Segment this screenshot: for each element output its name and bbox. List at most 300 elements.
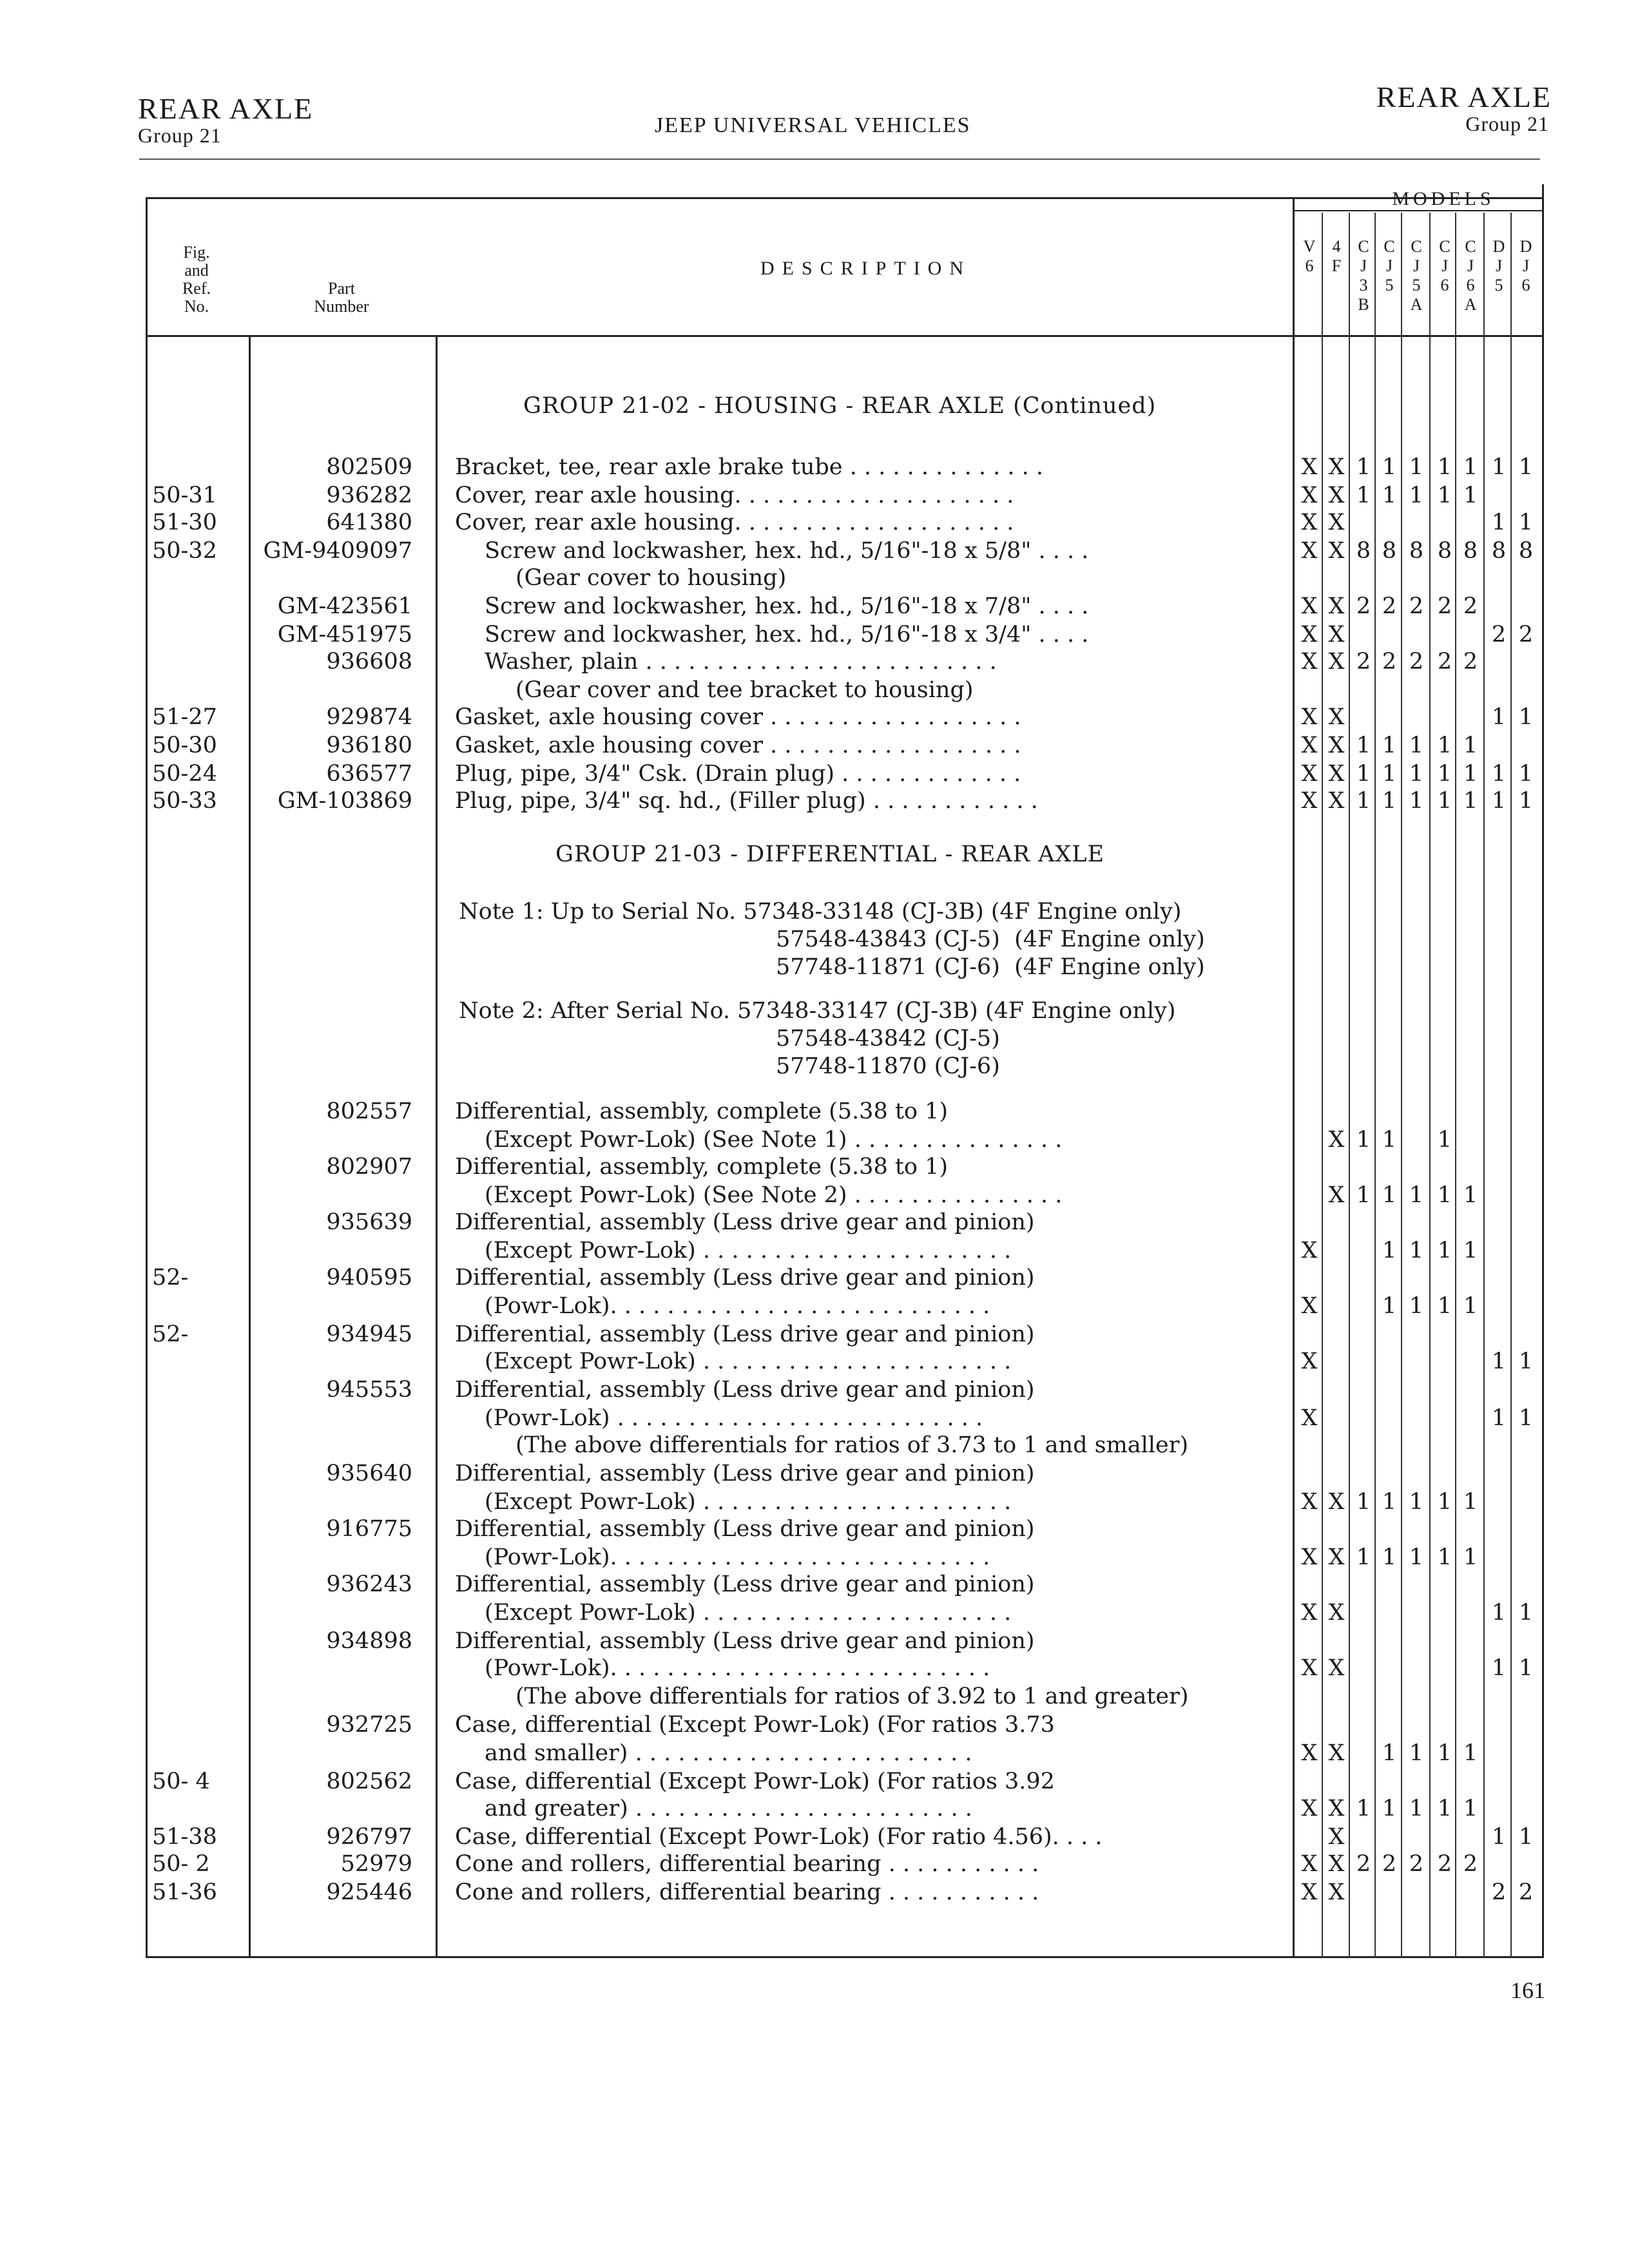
model-quantity-cell: X	[1328, 1796, 1345, 1821]
model-code-char: 6	[1440, 276, 1449, 294]
part-number-cell: 940595	[326, 1265, 412, 1291]
model-code-char: V	[1303, 237, 1316, 256]
table-row	[0, 704, 1629, 731]
model-quantity-cell: 1	[1382, 1182, 1397, 1208]
description-cell: Differential, assembly (Less drive gear and pinion)	[455, 1321, 1035, 1347]
part-number-cell: GM-451975	[277, 622, 412, 648]
model-quantity-cell: X	[1328, 593, 1345, 619]
model-quantity-cell: 1	[1382, 788, 1397, 814]
model-quantity-cell: X	[1301, 733, 1318, 758]
description-cell: (Except Powr-Lok) (See Note 1) . . . . . . . . . . . . . . .	[485, 1127, 1063, 1153]
description-cell: (The above differentials for ratios of 3.73 to 1 and smaller)	[516, 1432, 1189, 1458]
group-21-03-heading: GROUP 21-03 - DIFFERENTIAL - REAR AXLE	[555, 841, 1105, 867]
model-quantity-cell: 2	[1463, 593, 1478, 619]
part-number-cell: 802509	[326, 454, 412, 480]
description-cell: Differential, assembly (Less drive gear and pinion)	[455, 1461, 1035, 1486]
note-1-line: Note 1: Up to Serial No. 57348-33148 (CJ-3B) (4F Engine only)	[459, 899, 1182, 925]
table-row	[0, 1405, 1629, 1432]
description-cell: Differential, assembly, complete (5.38 to 1)	[455, 1154, 949, 1180]
part-number-cell: 936243	[326, 1571, 412, 1597]
page-number: 161	[1510, 1977, 1545, 2003]
model-quantity-cell: 1	[1409, 1796, 1424, 1821]
table-row	[0, 1628, 1629, 1655]
table-row	[0, 1460, 1629, 1488]
model-quantity-cell: 1	[1409, 483, 1424, 508]
description-cell: Differential, assembly (Less drive gear and pinion)	[455, 1628, 1035, 1654]
model-quantity-cell: 1	[1409, 1544, 1424, 1570]
model-quantity-cell: 1	[1463, 483, 1478, 508]
part-number-cell: 932725	[326, 1712, 412, 1738]
model-quantity-cell: 1	[1437, 761, 1452, 787]
model-quantity-cell: 1	[1491, 1349, 1507, 1374]
part-number-cell: 936180	[326, 733, 412, 758]
model-quantity-cell: 1	[1437, 1796, 1452, 1821]
description-cell: Cone and rollers, differential bearing . . . . . . . . . . .	[455, 1851, 1039, 1877]
model-code-char: 6	[1466, 276, 1475, 294]
model-quantity-cell: 2	[1437, 1851, 1452, 1877]
part-number-cell: GM-423561	[277, 593, 412, 619]
model-quantity-cell: X	[1301, 1544, 1318, 1570]
part-number-cell: 934898	[326, 1628, 412, 1654]
model-quantity-cell: 1	[1382, 454, 1397, 480]
fig-ref-cell: 50- 4	[152, 1769, 210, 1794]
description-heading: DESCRIPTION	[760, 258, 972, 279]
table-row	[0, 1571, 1629, 1599]
description-cell: Differential, assembly (Less drive gear and pinion)	[455, 1209, 1035, 1235]
description-cell: Bracket, tee, rear axle brake tube . . . . . . . . . . . . . .	[455, 454, 1043, 480]
model-quantity-cell: 1	[1491, 1655, 1507, 1681]
model-quantity-cell: 1	[1518, 761, 1534, 787]
table-row	[0, 454, 1629, 481]
model-quantity-cell: 1	[1463, 454, 1478, 480]
model-quantity-cell: X	[1301, 1879, 1318, 1905]
model-quantity-cell: X	[1301, 1740, 1318, 1766]
model-quantity-cell: 8	[1437, 538, 1452, 564]
model-quantity-cell: 1	[1382, 1238, 1397, 1264]
part-number-cell: GM-9409097	[263, 538, 412, 564]
model-quantity-cell: 8	[1491, 538, 1507, 564]
part-number-cell: 936608	[326, 649, 412, 675]
model-quantity-cell: X	[1301, 483, 1318, 508]
model-quantity-cell: 2	[1382, 1851, 1397, 1877]
header-left-group: Group 21	[138, 124, 222, 147]
model-quantity-cell: 1	[1491, 1405, 1507, 1431]
table-row	[0, 509, 1629, 537]
model-quantity-cell: 1	[1409, 1740, 1424, 1766]
description-cell: (Except Powr-Lok) . . . . . . . . . . . . . . . . . . . . . .	[485, 1600, 1012, 1626]
model-quantity-cell: X	[1301, 1293, 1318, 1319]
fig-ref-cell: 50-30	[152, 733, 217, 758]
model-quantity-cell: X	[1301, 1600, 1318, 1626]
table-row	[0, 1599, 1629, 1627]
description-cell: (Powr-Lok). . . . . . . . . . . . . . . . . . . . . . . . . . .	[485, 1655, 990, 1681]
model-quantity-cell: X	[1328, 538, 1345, 564]
model-quantity-cell: X	[1301, 761, 1318, 787]
model-quantity-cell: 1	[1518, 788, 1534, 814]
table-row	[0, 648, 1629, 676]
model-quantity-cell: 1	[1463, 788, 1478, 814]
fig-ref-cell: 50-24	[152, 761, 217, 787]
model-quantity-cell: X	[1301, 649, 1318, 675]
fig-ref-cell: 50-31	[152, 483, 217, 508]
description-cell: (Except Powr-Lok) . . . . . . . . . . . . . . . . . . . . . .	[485, 1489, 1012, 1515]
fig-ref-cell: 52-	[152, 1321, 189, 1347]
model-quantity-cell: 8	[1356, 538, 1371, 564]
part-number-cell: 945553	[326, 1377, 412, 1403]
model-quantity-cell: 1	[1437, 1544, 1452, 1570]
fig-ref-cell: 51-27	[152, 704, 217, 730]
model-quantity-cell: 1	[1491, 1824, 1507, 1850]
note-2-line: 57548-43842 (CJ-5)	[776, 1026, 1000, 1052]
description-cell: (Powr-Lok). . . . . . . . . . . . . . . . . . . . . . . . . . .	[485, 1293, 990, 1319]
note-2-line: Note 2: After Serial No. 57348-33147 (CJ-3B) (4F Engine only)	[459, 998, 1176, 1024]
fig-ref-cell: 51-36	[152, 1879, 217, 1905]
part-number-cell: GM-103869	[277, 788, 412, 814]
description-cell: (Except Powr-Lok) (See Note 2) . . . . . . . . . . . . . . .	[485, 1182, 1063, 1208]
table-row	[0, 1182, 1629, 1209]
model-quantity-cell: X	[1328, 454, 1345, 480]
table-row	[0, 1098, 1629, 1126]
model-quantity-cell: X	[1328, 1851, 1345, 1877]
description-cell: and smaller) . . . . . . . . . . . . . . . . . . . . . . . .	[485, 1740, 972, 1766]
header-right-group: Group 21	[1465, 112, 1549, 135]
model-quantity-cell: 1	[1437, 1238, 1452, 1264]
model-quantity-cell: 1	[1463, 1796, 1478, 1821]
model-quantity-cell: 1	[1463, 1544, 1478, 1570]
description-cell: (Except Powr-Lok) . . . . . . . . . . . . . . . . . . . . . .	[485, 1349, 1012, 1374]
model-quantity-cell: X	[1328, 704, 1345, 730]
model-quantity-cell: 2	[1382, 593, 1397, 619]
model-quantity-cell: 2	[1518, 1879, 1534, 1905]
model-quantity-cell: 1	[1518, 1824, 1534, 1850]
table-row	[0, 621, 1629, 649]
model-quantity-cell: 1	[1356, 1127, 1371, 1153]
part-number-cell: 929874	[326, 704, 412, 730]
model-quantity-cell: 1	[1491, 510, 1507, 535]
table-row	[0, 593, 1629, 620]
table-row	[0, 1376, 1629, 1404]
model-code-heading	[1403, 237, 1429, 314]
model-code-heading	[1376, 237, 1402, 295]
model-quantity-cell: X	[1301, 510, 1318, 535]
model-quantity-cell: 1	[1409, 1238, 1424, 1264]
model-quantity-cell: X	[1328, 1740, 1345, 1766]
part-number-cell: 802557	[326, 1099, 412, 1124]
model-code-heading	[1513, 237, 1539, 295]
model-quantity-cell: 1	[1382, 1740, 1397, 1766]
model-code-char: A	[1410, 295, 1423, 314]
description-cell: Plug, pipe, 3/4" sq. hd., (Filler plug) . . . . . . . . . . . .	[455, 788, 1038, 814]
models-heading: MODELS	[1392, 188, 1495, 209]
model-quantity-cell: 1	[1518, 454, 1534, 480]
model-quantity-cell: 1	[1491, 454, 1507, 480]
description-cell: (Powr-Lok). . . . . . . . . . . . . . . . . . . . . . . . . . .	[485, 1544, 990, 1570]
description-cell: (Powr-Lok) . . . . . . . . . . . . . . . . . . . . . . . . . .	[485, 1405, 983, 1431]
model-quantity-cell: 2	[1437, 593, 1452, 619]
table-header-bottom-border	[146, 335, 1544, 337]
model-quantity-cell: X	[1328, 1879, 1345, 1905]
model-quantity-cell: 8	[1409, 538, 1424, 564]
table-row	[0, 1879, 1629, 1907]
description-cell: Screw and lockwasher, hex. hd., 5/16"-18 x 3/4" . . . .	[485, 622, 1089, 648]
table-row	[0, 1209, 1629, 1236]
model-quantity-cell: 1	[1463, 1238, 1478, 1264]
model-quantity-cell: 1	[1463, 733, 1478, 758]
model-code-char: J	[1495, 256, 1503, 275]
model-quantity-cell: 1	[1356, 483, 1371, 508]
model-quantity-cell: 1	[1409, 1489, 1424, 1515]
description-cell: Gasket, axle housing cover . . . . . . . . . . . . . . . . . .	[455, 704, 1021, 730]
model-quantity-cell: 1	[1491, 704, 1507, 730]
table-row	[0, 1768, 1629, 1796]
model-quantity-cell: 2	[1463, 649, 1478, 675]
models-header-rule	[1293, 210, 1544, 211]
model-quantity-cell: X	[1301, 788, 1318, 814]
table-row	[0, 760, 1629, 788]
model-quantity-cell: 1	[1409, 761, 1424, 787]
model-quantity-cell: 1	[1382, 1127, 1397, 1153]
model-quantity-cell: X	[1328, 1127, 1345, 1153]
model-quantity-cell: X	[1328, 1544, 1345, 1570]
part-number-cell: 936282	[326, 483, 412, 508]
model-quantity-cell: 1	[1356, 1796, 1371, 1821]
description-cell: Cover, rear axle housing. . . . . . . . . . . . . . . . . . . .	[455, 510, 1014, 535]
header-rule	[139, 159, 1540, 160]
note-1-line: 57548-43843 (CJ-5) (4F Engine only)	[776, 927, 1205, 952]
model-code-char: 5	[1494, 276, 1503, 294]
model-quantity-cell: X	[1301, 593, 1318, 619]
model-quantity-cell: 1	[1491, 788, 1507, 814]
model-code-char: C	[1358, 237, 1369, 256]
description-cell: Washer, plain . . . . . . . . . . . . . . . . . . . . . . . . .	[485, 649, 997, 675]
fig-heading-line: Fig.	[183, 243, 210, 262]
model-code-heading	[1351, 237, 1376, 314]
header-center-title: JEEP UNIVERSAL VEHICLES	[655, 113, 971, 137]
part-number-cell: 52979	[340, 1851, 412, 1877]
model-quantity-cell: 1	[1356, 788, 1371, 814]
model-code-char: D	[1492, 237, 1505, 256]
model-quantity-cell: 2	[1356, 1851, 1371, 1877]
description-cell: Screw and lockwasher, hex. hd., 5/16"-18 x 7/8" . . . .	[485, 593, 1089, 619]
description-cell: Case, differential (Except Powr-Lok) (For ratios 3.92	[455, 1769, 1055, 1794]
model-code-char: B	[1358, 295, 1369, 314]
model-quantity-cell: X	[1301, 454, 1318, 480]
model-quantity-cell: 1	[1463, 1489, 1478, 1515]
table-top-border	[146, 197, 1544, 199]
model-quantity-cell: 1	[1382, 1293, 1397, 1319]
table-row	[0, 1740, 1629, 1767]
note-1-line: 57748-11871 (CJ-6) (4F Engine only)	[776, 954, 1205, 980]
description-cell: Differential, assembly (Less drive gear and pinion)	[455, 1571, 1035, 1597]
table-row	[0, 1321, 1629, 1349]
model-quantity-cell: 1	[1356, 1489, 1371, 1515]
model-quantity-cell: 1	[1437, 788, 1452, 814]
table-row	[0, 1153, 1629, 1181]
description-cell: Cover, rear axle housing. . . . . . . . . . . . . . . . . . . .	[455, 483, 1014, 508]
model-code-char: 5	[1412, 276, 1421, 294]
model-code-char: 4	[1332, 237, 1341, 256]
model-quantity-cell: X	[1328, 649, 1345, 675]
model-quantity-cell: 2	[1409, 593, 1424, 619]
model-quantity-cell: X	[1301, 1349, 1318, 1374]
model-quantity-cell: 2	[1356, 649, 1371, 675]
model-quantity-cell: 1	[1356, 733, 1371, 758]
model-quantity-cell: 2	[1356, 593, 1371, 619]
model-quantity-cell: 1	[1356, 1544, 1371, 1570]
model-quantity-cell: 1	[1518, 1405, 1534, 1431]
model-quantity-cell: 8	[1382, 538, 1397, 564]
table-row	[0, 537, 1629, 565]
group-21-02-heading: GROUP 21-02 - HOUSING - REAR AXLE (Continued)	[523, 393, 1157, 419]
part-number-cell: 802907	[326, 1154, 412, 1180]
model-quantity-cell: 1	[1382, 483, 1397, 508]
model-quantity-cell: X	[1328, 788, 1345, 814]
model-quantity-cell: 1	[1382, 761, 1397, 787]
model-quantity-cell: X	[1328, 483, 1345, 508]
table-row	[0, 1655, 1629, 1682]
model-quantity-cell: 1	[1437, 1182, 1452, 1208]
model-quantity-cell: 1	[1382, 1544, 1397, 1570]
model-quantity-cell: X	[1328, 733, 1345, 758]
table-row	[0, 1683, 1629, 1711]
fig-ref-heading	[155, 244, 238, 316]
model-quantity-cell: 1	[1463, 1740, 1478, 1766]
model-quantity-cell: 1	[1463, 761, 1478, 787]
model-quantity-cell: 1	[1463, 1293, 1478, 1319]
table-row	[0, 677, 1629, 704]
description-cell: and greater) . . . . . . . . . . . . . . . . . . . . . . . .	[485, 1796, 972, 1821]
table-row	[0, 482, 1629, 510]
model-quantity-cell: 1	[1437, 1293, 1452, 1319]
description-cell: Differential, assembly (Less drive gear and pinion)	[455, 1377, 1035, 1403]
model-code-char: A	[1464, 295, 1477, 314]
description-cell: Cone and rollers, differential bearing . . . . . . . . . . .	[455, 1879, 1039, 1905]
part-number-cell: 916775	[326, 1516, 412, 1542]
model-quantity-cell: 2	[1518, 622, 1534, 648]
model-quantity-cell: X	[1301, 622, 1318, 648]
fig-ref-cell: 50-32	[152, 538, 217, 564]
model-code-char: 6	[1521, 276, 1530, 294]
model-code-heading	[1486, 237, 1512, 295]
model-quantity-cell: X	[1301, 1851, 1318, 1877]
table-row	[0, 564, 1629, 592]
description-cell: Differential, assembly (Less drive gear and pinion)	[455, 1516, 1035, 1542]
fig-ref-cell: 52-	[152, 1265, 189, 1291]
model-quantity-cell: 1	[1491, 1600, 1507, 1626]
table-row	[0, 787, 1629, 815]
model-quantity-cell: 1	[1518, 704, 1534, 730]
description-cell: (Except Powr-Lok) . . . . . . . . . . . . . . . . . . . . . .	[485, 1238, 1012, 1264]
model-code-char: C	[1465, 237, 1476, 256]
part-number-cell: 802562	[326, 1769, 412, 1794]
fig-ref-cell: 51-30	[152, 510, 217, 535]
model-quantity-cell: 2	[1491, 1879, 1507, 1905]
model-code-char: J	[1385, 256, 1393, 275]
table-row	[0, 1237, 1629, 1265]
model-quantity-cell: 1	[1356, 454, 1371, 480]
fig-ref-cell: 51-38	[152, 1824, 217, 1850]
model-quantity-cell: 1	[1356, 761, 1371, 787]
model-quantity-cell: 1	[1382, 1489, 1397, 1515]
description-cell: Plug, pipe, 3/4" Csk. (Drain plug) . . . . . . . . . . . . .	[455, 761, 1021, 787]
table-row	[0, 1126, 1629, 1154]
table-row	[0, 732, 1629, 760]
model-quantity-cell: X	[1301, 1238, 1318, 1264]
table-row	[0, 1264, 1629, 1292]
model-quantity-cell: 1	[1409, 788, 1424, 814]
model-code-heading	[1458, 237, 1483, 314]
description-cell: (Gear cover to housing)	[516, 565, 787, 591]
model-quantity-cell: 2	[1491, 622, 1507, 648]
model-code-char: J	[1441, 256, 1449, 275]
description-cell: Differential, assembly, complete (5.38 to 1)	[455, 1099, 949, 1124]
model-quantity-cell: 1	[1382, 733, 1397, 758]
fig-heading-line: and	[184, 261, 209, 280]
part-number-cell: 641380	[326, 510, 412, 535]
description-cell: (Gear cover and tee bracket to housing)	[516, 677, 974, 703]
model-code-char: F	[1331, 256, 1342, 275]
table-row	[0, 1711, 1629, 1739]
model-quantity-cell: X	[1301, 1796, 1318, 1821]
part-heading-line: Part	[328, 279, 355, 298]
model-code-char: 5	[1385, 276, 1394, 294]
fig-ref-cell: 50- 2	[152, 1851, 210, 1877]
model-quantity-cell: X	[1328, 761, 1345, 787]
fig-ref-cell: 50-33	[152, 788, 217, 814]
model-quantity-cell: X	[1328, 1182, 1345, 1208]
model-quantity-cell: X	[1301, 1405, 1318, 1431]
table-row	[0, 1850, 1629, 1878]
model-code-char: 6	[1305, 256, 1314, 275]
model-code-char: C	[1439, 237, 1451, 256]
model-quantity-cell: X	[1328, 1824, 1345, 1850]
table-row	[0, 1515, 1629, 1543]
model-code-heading	[1324, 237, 1349, 276]
model-quantity-cell: 2	[1409, 1851, 1424, 1877]
model-code-char: J	[1412, 256, 1420, 275]
model-code-char: J	[1360, 256, 1367, 275]
model-quantity-cell: 1	[1409, 1293, 1424, 1319]
table-row	[0, 1293, 1629, 1320]
part-number-cell: 935639	[326, 1209, 412, 1235]
model-quantity-cell: 2	[1437, 649, 1452, 675]
model-quantity-cell: 1	[1437, 1489, 1452, 1515]
model-code-char: C	[1383, 237, 1395, 256]
model-quantity-cell: 1	[1463, 1182, 1478, 1208]
model-quantity-cell: 1	[1437, 733, 1452, 758]
model-quantity-cell: 2	[1463, 1851, 1478, 1877]
model-code-heading	[1432, 237, 1458, 295]
description-cell: Differential, assembly (Less drive gear and pinion)	[455, 1265, 1035, 1291]
model-quantity-cell: 1	[1409, 1182, 1424, 1208]
model-quantity-cell: X	[1328, 1655, 1345, 1681]
part-number-cell: 934945	[326, 1321, 412, 1347]
description-cell: Case, differential (Except Powr-Lok) (For ratio 4.56). . . .	[455, 1824, 1103, 1850]
model-quantity-cell: 8	[1463, 538, 1478, 564]
description-cell: Screw and lockwasher, hex. hd., 5/16"-18 x 5/8" . . . .	[485, 538, 1089, 564]
model-quantity-cell: X	[1301, 1655, 1318, 1681]
description-cell: Case, differential (Except Powr-Lok) (For ratios 3.73	[455, 1712, 1055, 1738]
model-quantity-cell: 1	[1437, 483, 1452, 508]
model-code-char: D	[1519, 237, 1532, 256]
model-quantity-cell: 1	[1437, 454, 1452, 480]
part-number-cell: 925446	[326, 1879, 412, 1905]
part-number-cell: 935640	[326, 1461, 412, 1486]
part-heading-line: Number	[314, 297, 369, 316]
model-quantity-cell: 2	[1409, 649, 1424, 675]
model-code-char: J	[1467, 256, 1474, 275]
model-quantity-cell: 1	[1518, 1655, 1534, 1681]
